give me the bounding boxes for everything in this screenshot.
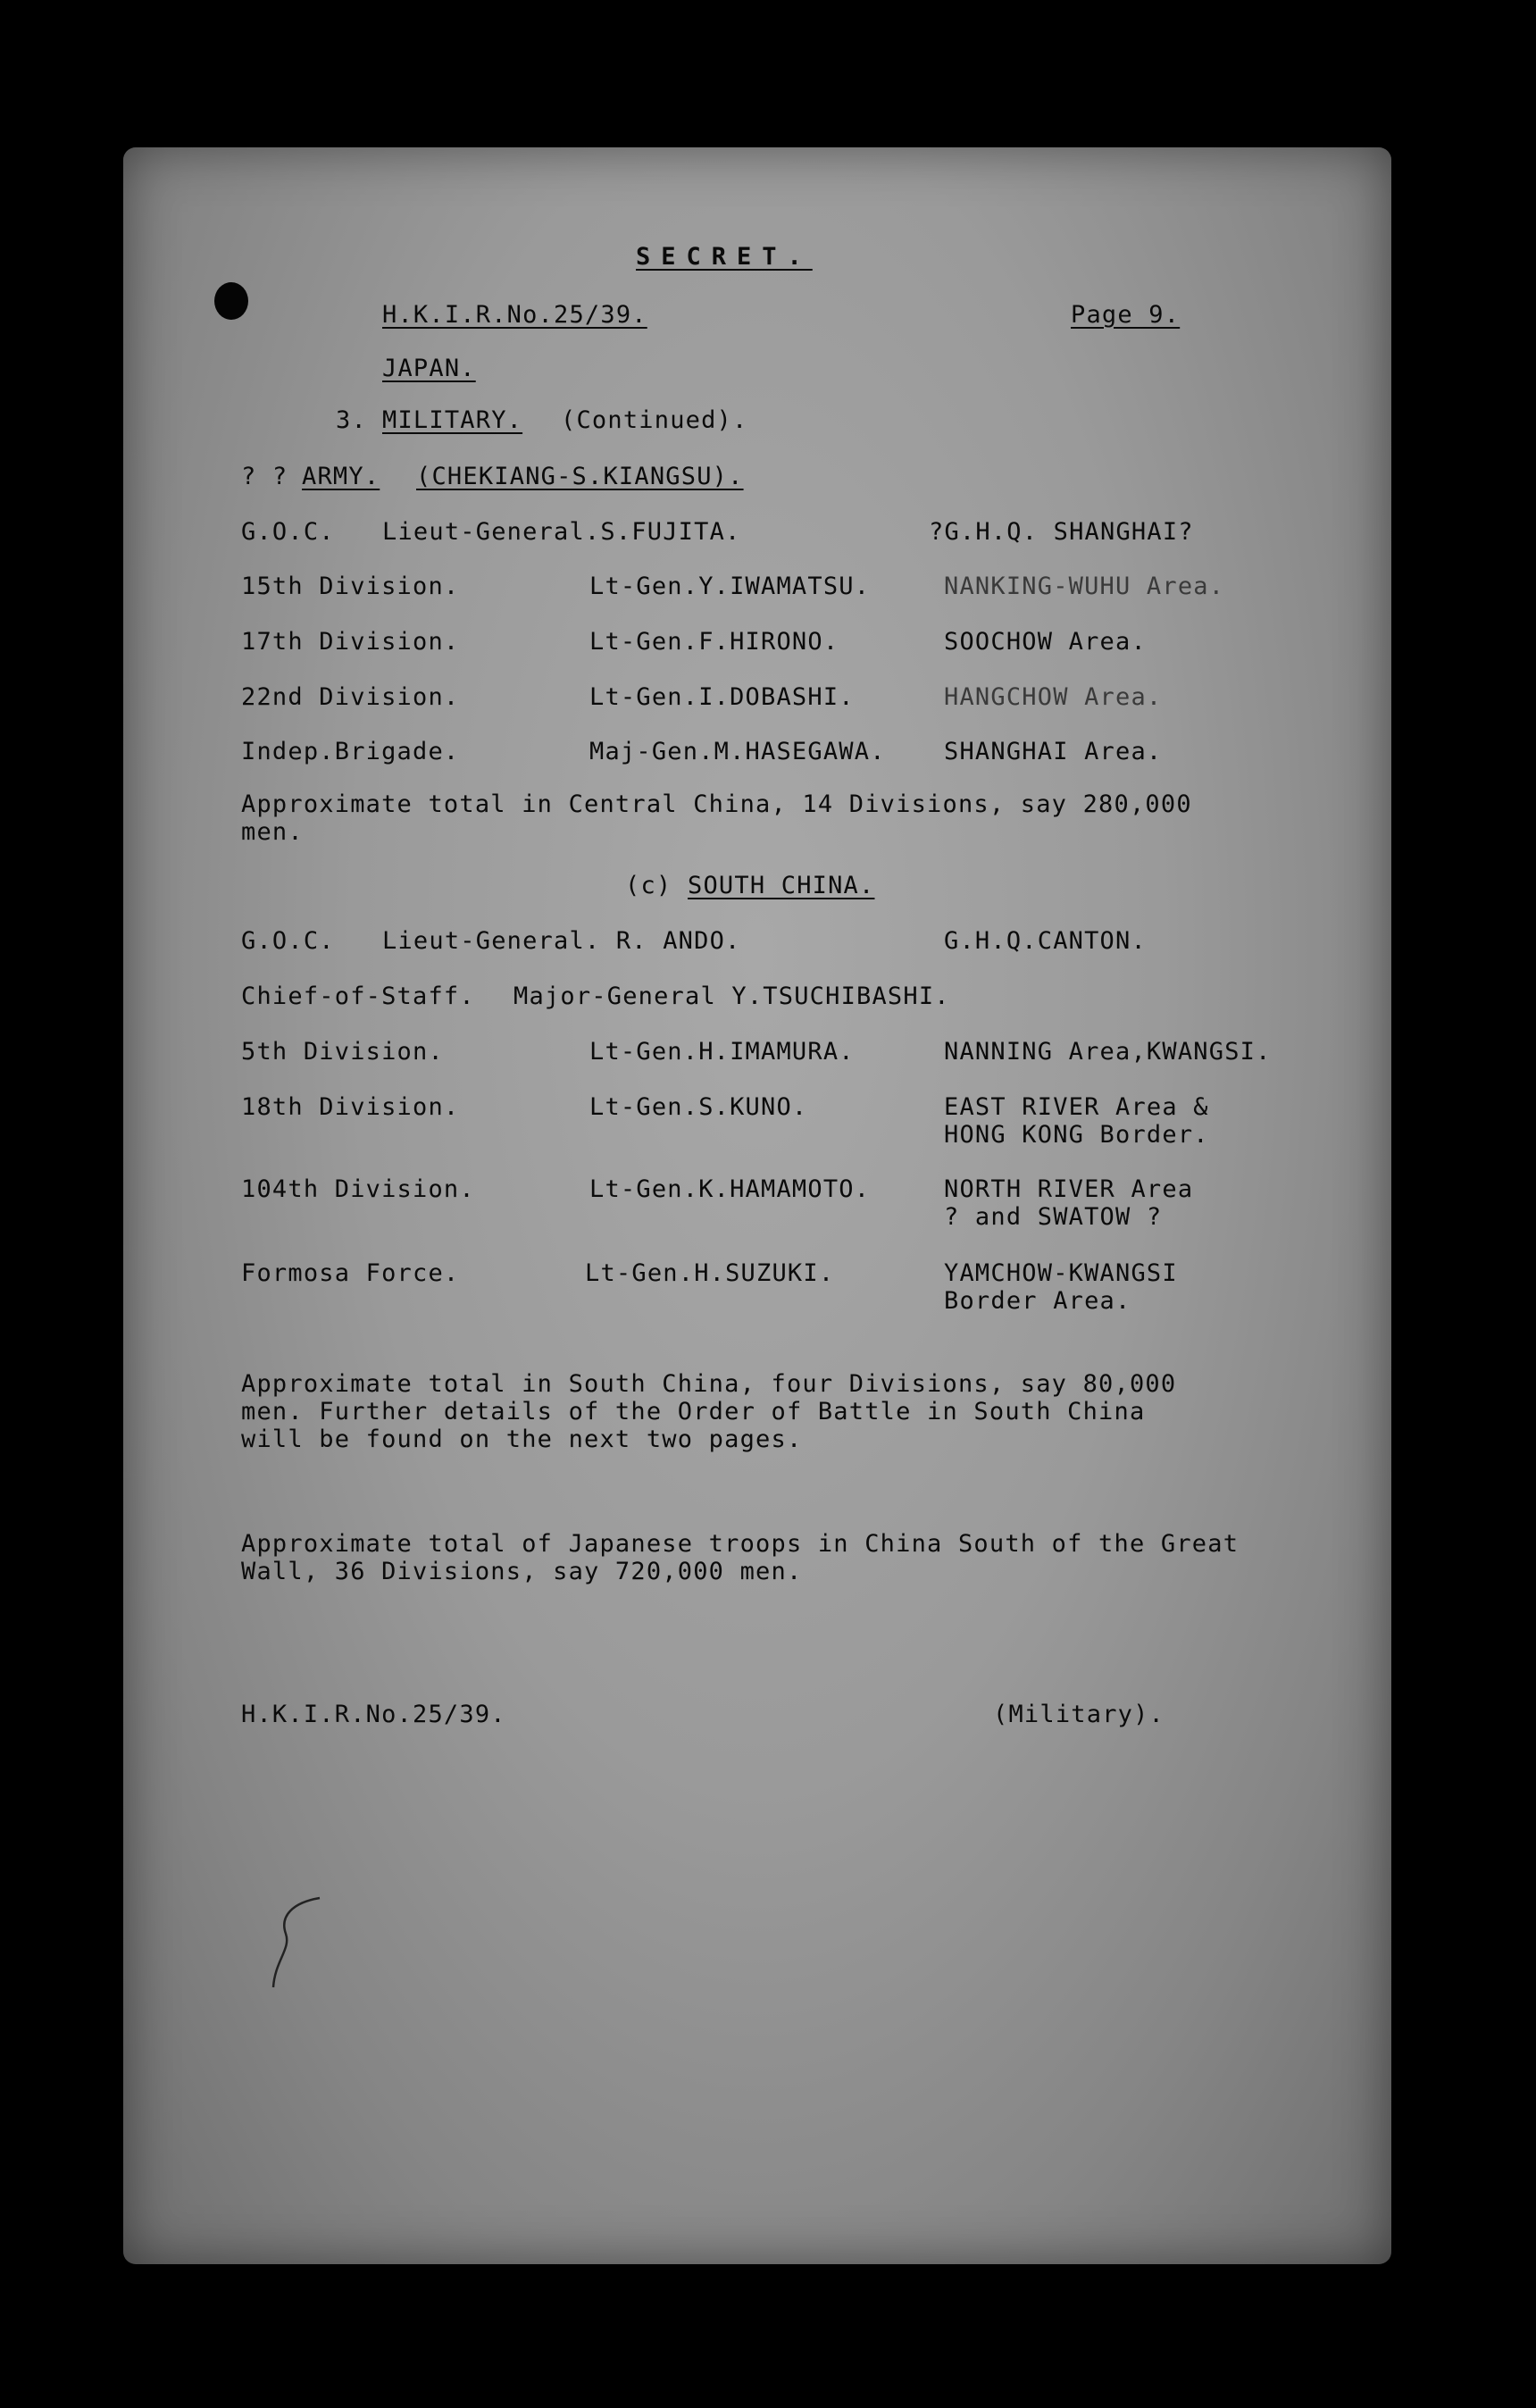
unit-commander: Lt-Gen.H.IMAMURA. (589, 1038, 855, 1066)
chief-of-staff-label: Chief-of-Staff. (241, 982, 475, 1010)
central-goc-hq: ?G.H.Q. SHANGHAI? (929, 518, 1194, 546)
south-goc-label: G.O.C. (241, 927, 335, 955)
unit-commander: Lt-Gen.S.KUNO. (589, 1093, 808, 1121)
unit-name: 17th Division. (241, 628, 460, 656)
punch-hole (214, 282, 248, 320)
unit-area: SOOCHOW Area. (944, 628, 1147, 656)
south-heading-prefix: (c) (625, 872, 672, 899)
unit-area: NANKING-WUHU Area. (944, 573, 1225, 600)
south-goc-hq: G.H.Q.CANTON. (944, 927, 1147, 955)
unit-name: 104th Division. (241, 1175, 475, 1203)
unit-commander: Lt-Gen.F.HIRONO. (589, 628, 839, 656)
central-goc-label: G.O.C. (241, 518, 335, 546)
pen-mark (266, 1894, 329, 1992)
south-goc-name: Lieut-General. R. ANDO. (382, 927, 741, 955)
unit-area: SHANGHAI Area. (944, 738, 1163, 765)
unit-name: 15th Division. (241, 573, 460, 600)
army-heading: ARMY. (302, 463, 380, 490)
section-number: 3. (336, 406, 367, 434)
unit-area: NORTH RIVER Area ? and SWATOW ? (944, 1175, 1194, 1231)
unit-area: YAMCHOW-KWANGSI Border Area. (944, 1259, 1178, 1315)
section-note: (Continued). (561, 406, 748, 434)
army-heading-prefix: ? ? (241, 463, 288, 490)
chief-of-staff-name: Major-General Y.TSUCHIBASHI. (513, 982, 950, 1010)
section-title: MILITARY. (382, 406, 523, 434)
unit-area: EAST RIVER Area & HONG KONG Border. (944, 1093, 1209, 1149)
unit-commander: Lt-Gen.Y.IWAMATSU. (589, 573, 871, 600)
central-goc-name: Lieut-General.S.FUJITA. (382, 518, 741, 546)
unit-area: NANNING Area,KWANGSI. (944, 1038, 1272, 1066)
unit-commander: Lt-Gen.H.SUZUKI. (585, 1259, 835, 1287)
unit-name: 22nd Division. (241, 683, 460, 711)
report-reference: H.K.I.R.No.25/39. (382, 301, 647, 329)
unit-area: HANGCHOW Area. (944, 683, 1163, 711)
classification-marking: SECRET. (636, 243, 813, 271)
unit-name: Formosa Force. (241, 1259, 460, 1287)
unit-commander: Lt-Gen.K.HAMAMOTO. (589, 1175, 871, 1203)
south-heading: SOUTH CHINA. (688, 872, 875, 899)
unit-name: Indep.Brigade. (241, 738, 460, 765)
unit-commander: Lt-Gen.I.DOBASHI. (589, 683, 855, 711)
unit-commander: Maj-Gen.M.HASEGAWA. (589, 738, 886, 765)
footer-reference: H.K.I.R.No.25/39. (241, 1701, 506, 1728)
central-total-paragraph: Approximate total in Central China, 14 Divisions, say 280,000 men. (241, 790, 1192, 846)
south-total-paragraph: Approximate total in South China, four Divisions, say 80,000 men. Further details of the Order of Battle in South China will be found on the next two pages. (241, 1370, 1177, 1453)
country-heading: JAPAN. (382, 355, 476, 382)
unit-name: 18th Division. (241, 1093, 460, 1121)
grand-total-paragraph: Approximate total of Japanese troops in China South of the Great Wall, 36 Divisions, say 720,000 men. (241, 1530, 1240, 1585)
army-region: (CHEKIANG-S.KIANGSU). (416, 463, 744, 490)
unit-name: 5th Division. (241, 1038, 444, 1066)
footer-category: (Military). (993, 1701, 1165, 1728)
page-number: Page 9. (1071, 301, 1181, 329)
